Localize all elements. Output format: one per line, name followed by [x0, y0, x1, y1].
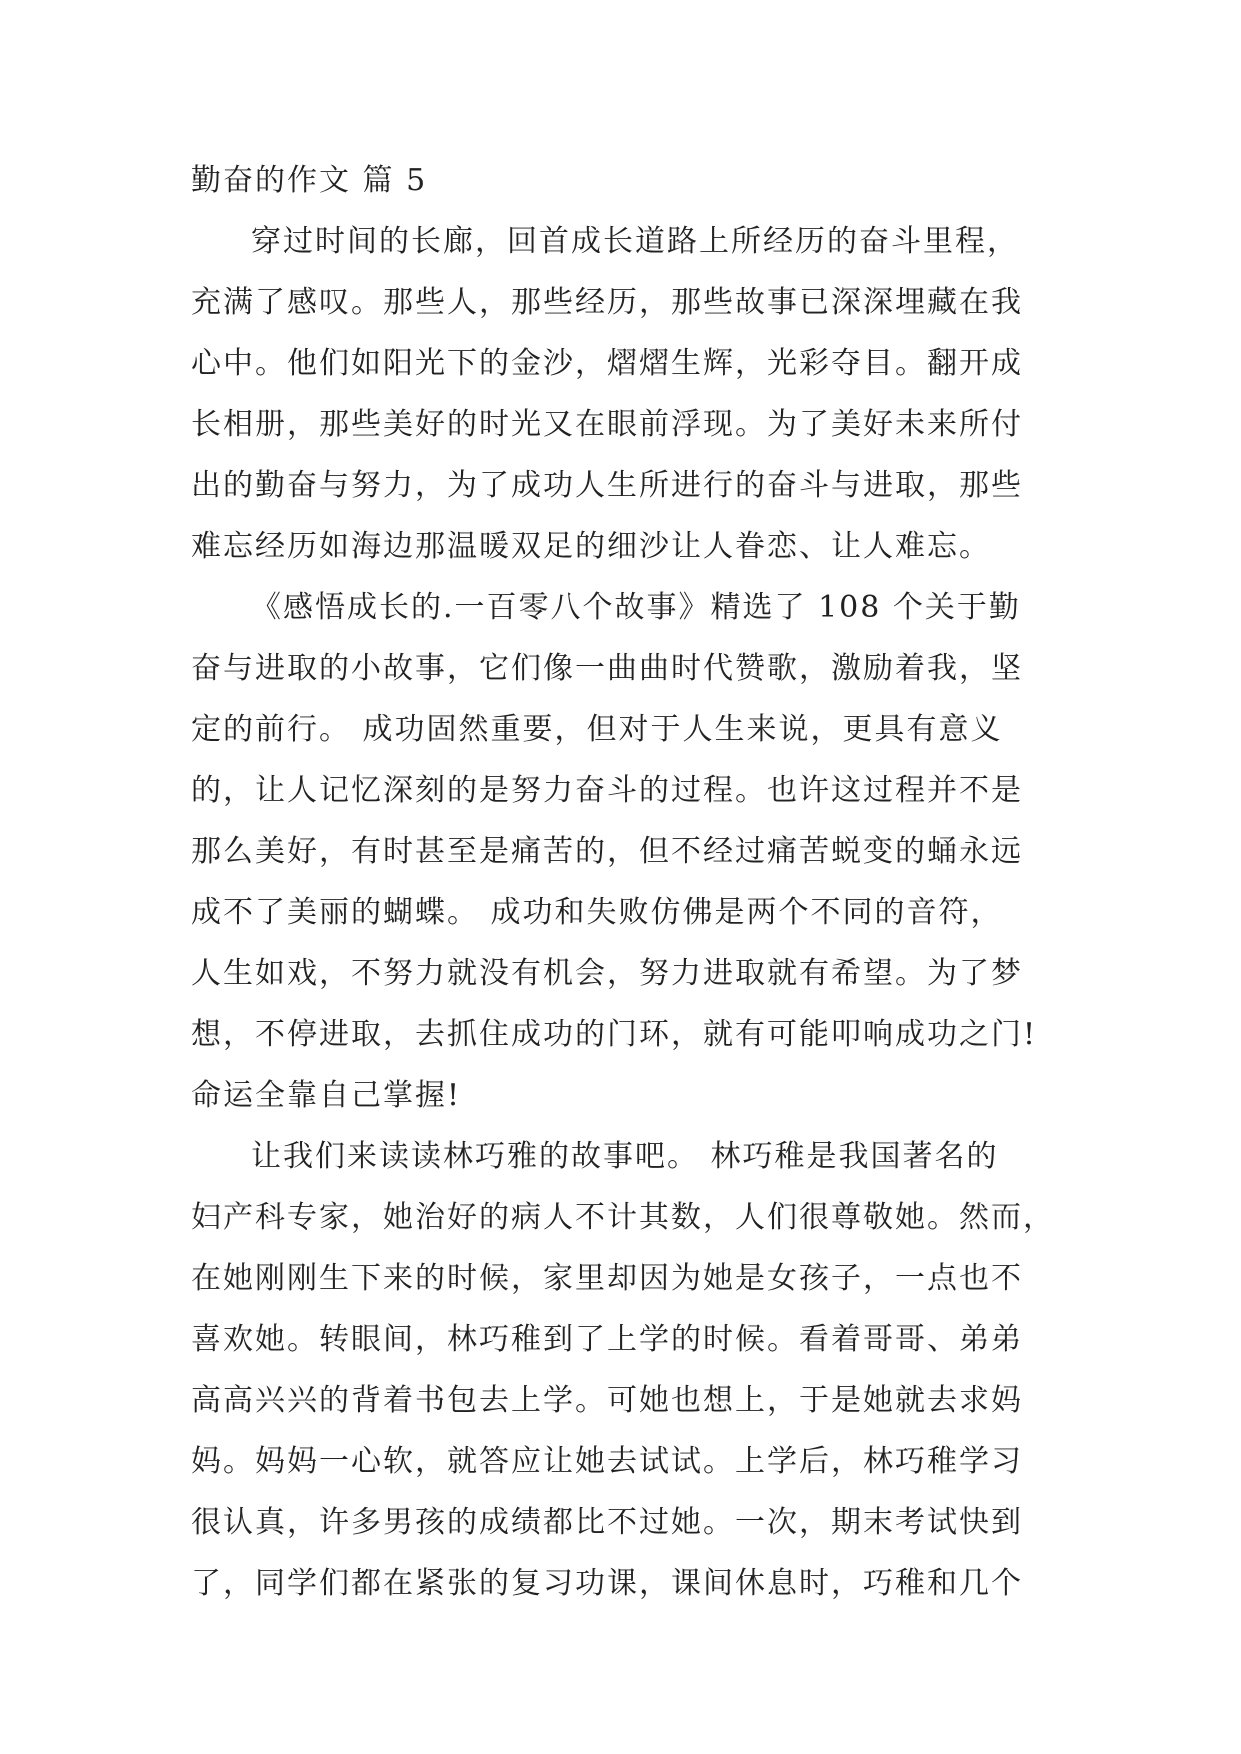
text-line: 奋与进取的小故事，它们像一曲曲时代赞歌，激励着我，坚 — [191, 651, 1023, 686]
text-line: 让我们来读读林巧雅的故事吧。 林巧稚是我国著名的 — [251, 1139, 999, 1174]
text-line: 高高兴兴的背着书包去上学。可她也想上，于是她就去求妈 — [191, 1383, 1023, 1418]
document-body — [191, 150, 1071, 1614]
text-line: 人生如戏，不努力就没有机会，努力进取就有希望。为了梦 — [191, 956, 1023, 991]
text-line: 在她刚刚生下来的时候，家里却因为她是女孩子，一点也不 — [191, 1261, 1023, 1296]
text-line: 心中。他们如阳光下的金沙，熠熠生辉，光彩夺目。翻开成 — [191, 346, 1023, 381]
text-line: 成不了美丽的蝴蝶。 成功和失败仿佛是两个不同的音符， — [191, 895, 1003, 930]
text-line: 《感悟成长的.一百零八个故事》精选了 108 个关于勤 — [251, 590, 1021, 625]
text-line: 难忘经历如海边那温暖双足的细沙让人眷恋、让人难忘。 — [191, 529, 991, 564]
text-line: 喜欢她。转眼间，林巧稚到了上学的时候。看着哥哥、弟弟 — [191, 1322, 1023, 1357]
text-line: 命运全靠自己掌握! — [191, 1078, 462, 1113]
text-line: 充满了感叹。那些人，那些经历，那些故事已深深埋藏在我 — [191, 285, 1023, 320]
document-title: 勤奋的作文 篇 5 — [191, 163, 428, 198]
text-line: 长相册，那些美好的时光又在眼前浮现。为了美好未来所付 — [191, 407, 1023, 442]
text-line: 定的前行。 成功固然重要，但对于人生来说，更具有意义 — [191, 712, 1003, 747]
paragraph-2 — [191, 577, 1071, 1126]
text-line: 穿过时间的长廊，回首成长道路上所经历的奋斗里程， — [251, 224, 1019, 259]
text-line: 很认真，许多男孩的成绩都比不过她。一次，期末考试快到 — [191, 1505, 1023, 1540]
paragraph-3 — [191, 1126, 1071, 1614]
text-line: 了，同学们都在紧张的复习功课，课间休息时，巧稚和几个 — [191, 1566, 1023, 1601]
text-line: 妇产科专家，她治好的病人不计其数，人们很尊敬她。然而， — [191, 1200, 1055, 1235]
text-line: 出的勤奋与努力，为了成功人生所进行的奋斗与进取，那些 — [191, 468, 1023, 503]
text-line: 的，让人记忆深刻的是努力奋斗的过程。也许这过程并不是 — [191, 773, 1023, 808]
text-line: 想，不停进取，去抓住成功的门环，就有可能叩响成功之门! — [191, 1017, 1038, 1052]
paragraph-1 — [191, 211, 1071, 577]
text-line: 那么美好，有时甚至是痛苦的，但不经过痛苦蜕变的蛹永远 — [191, 834, 1023, 869]
text-line: 妈。妈妈一心软，就答应让她去试试。上学后，林巧稚学习 — [191, 1444, 1023, 1479]
